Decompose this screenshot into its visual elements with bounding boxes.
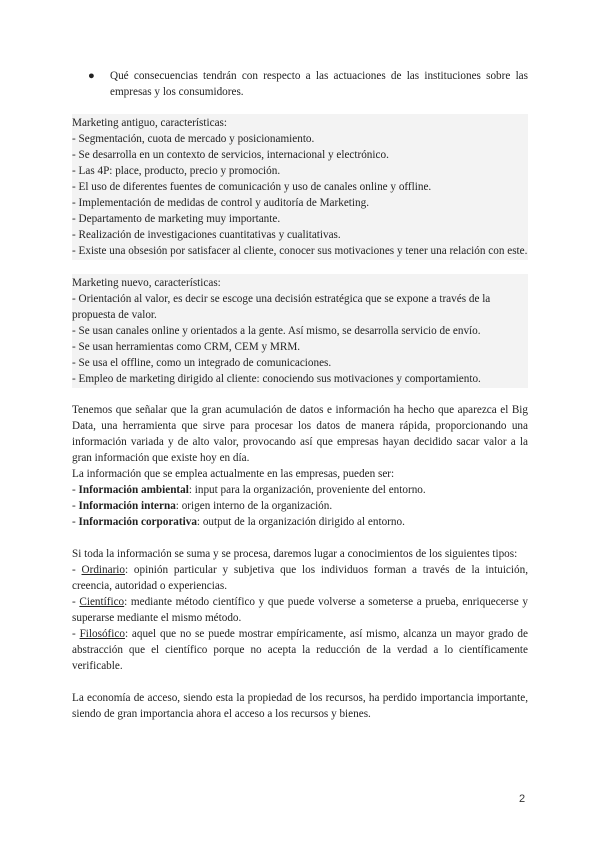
old-marketing-item: - Implementación de medidas de control y auditoría de Marketing. (72, 197, 369, 209)
old-marketing-item: - El uso de diferentes fuentes de comunicación y uso de canales online y offline. (72, 181, 432, 193)
new-marketing-item: - Se usan herramientas como CRM, CEM y MRM. (72, 341, 301, 353)
old-marketing-item: - Las 4P: place, producto, precio y promoción. (72, 165, 281, 177)
info-type-item: - Información ambiental: input para la organización, proveniente del entorno. (72, 484, 426, 496)
question-bullet (72, 68, 528, 100)
document-page (72, 68, 528, 722)
old-marketing-item: - Realización de investigaciones cuantitativas y cualitativas. (72, 229, 341, 241)
knowledge-type-term: Ordinario (81, 564, 126, 576)
knowledge-type-item: - Científico: mediante método científico y que puede volverse a someterse a prueba, enriquecerse y superarse mediante el mismo método. (72, 596, 528, 624)
old-marketing-item: - Segmentación, cuota de mercado y posicionamiento. (72, 133, 315, 145)
knowledge-type-item: - Filosófico: aquel que no se puede mostrar empíricamente, así mismo, alcanza un mayor grado de abstracción que el científico porque no acepta la reducción de la verdad a lo científicamente verificable. (72, 628, 528, 672)
bullet-dot-icon: ● (88, 70, 95, 82)
info-type-term: Información ambiental (78, 484, 189, 496)
info-type-item: - Información interna: origen interno de la organización. (72, 500, 333, 512)
knowledge-type-item: - Ordinario: opinión particular y subjetiva que los individuos forman a través de la intuición, creencia, autoridad o experiencias. (72, 564, 528, 592)
new-marketing-box (72, 274, 528, 388)
knowledge-type-term: Filosófico (79, 628, 125, 640)
knowledge-type-term: Científico (79, 596, 125, 608)
old-marketing-box (72, 114, 528, 260)
info-intro: La información que se emplea actualmente en las empresas, pueden ser: (72, 468, 395, 480)
page-number: 2 (519, 793, 526, 805)
new-marketing-item: - Orientación al valor, es decir se escoge una decisión estratégica que se expone a través de la propuesta de valor. (72, 293, 491, 321)
old-marketing-item: - Se desarrolla en un contexto de servicios, internacional y electrónico. (72, 149, 389, 161)
bigdata-section (72, 402, 528, 722)
info-type-term: Información corporativa (78, 516, 197, 528)
economy-paragraph: La economía de acceso, siendo esta la propiedad de los recursos, ha perdido importancia importante, siendo de gran importancia ahora el acceso a los recursos y bienes. (72, 692, 528, 720)
new-marketing-title: Marketing nuevo, características: (72, 277, 221, 289)
old-marketing-title: Marketing antiguo, características: (72, 117, 228, 129)
new-marketing-item: - Empleo de marketing dirigido al cliente: conociendo sus motivaciones y comportamiento. (72, 373, 481, 385)
info-type-item: - Información corporativa: output de la organización dirigido al entorno. (72, 516, 405, 528)
new-marketing-item: - Se usa el offline, como un integrado de comunicaciones. (72, 357, 332, 369)
old-marketing-item: - Existe una obsesión por satisfacer al cliente, conocer sus motivaciones y tener una relación con este. (72, 245, 528, 257)
new-marketing-item: - Se usan canales online y orientados a la gente. Así mismo, se desarrolla servicio de envío. (72, 325, 481, 337)
question-text: Qué consecuencias tendrán con respecto a las actuaciones de las instituciones sobre las empresas y los consumidores. (110, 70, 528, 98)
bigdata-paragraph: Tenemos que señalar que la gran acumulación de datos e información ha hecho que aparezca el Big Data, una herramienta que sirve para procesar los datos de manera rápida, proporcionando una información variada y de alto valor, provocando así que empresas hayan decidido sacar valor a la gran información que existe hoy en día. (72, 404, 528, 464)
info-type-term: Información interna (78, 500, 176, 512)
knowledge-intro: Si toda la información se suma y se procesa, daremos lugar a conocimientos de los siguientes tipos: (72, 548, 518, 560)
old-marketing-item: - Departamento de marketing muy importante. (72, 213, 281, 225)
